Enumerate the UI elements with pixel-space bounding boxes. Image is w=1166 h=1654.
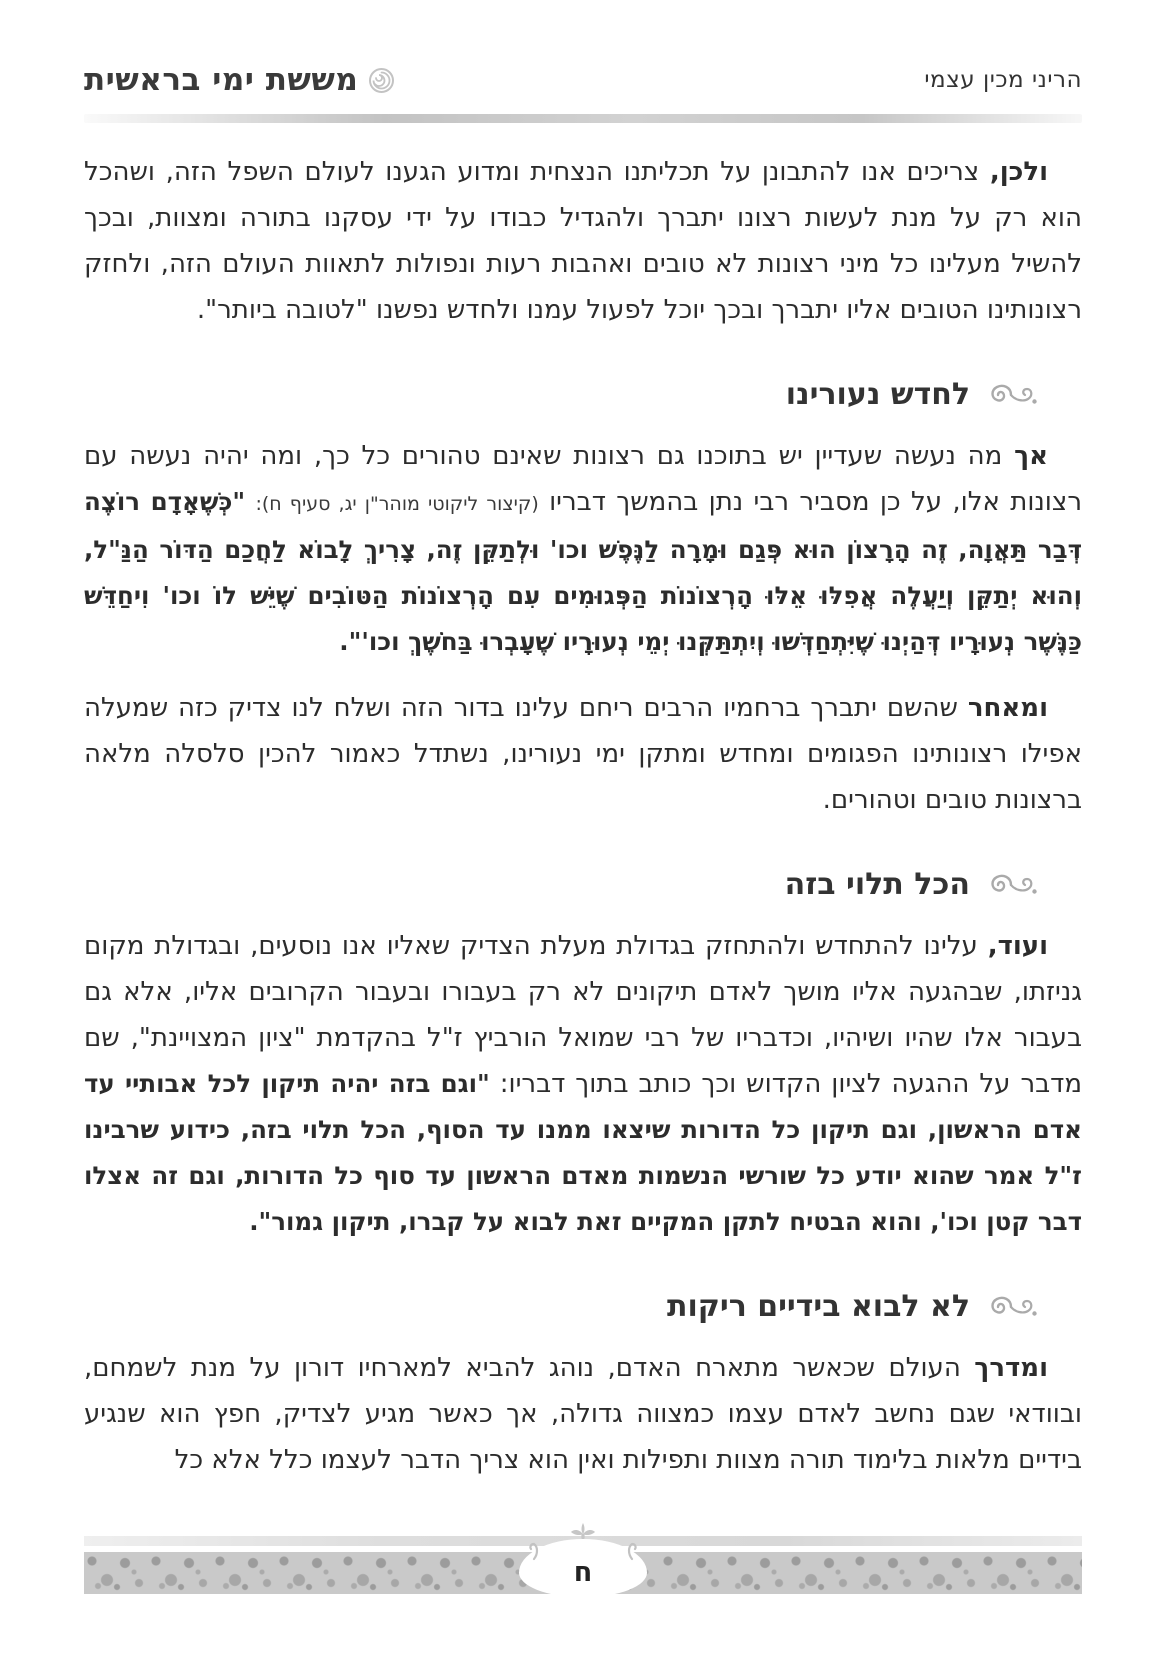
book-title-text: מששת ימי בראשית [84, 62, 359, 98]
paragraph-text: שהשם יתברך ברחמיו הרבים ריחם עלינו בדור הזה ושלח לנו צדיק כזה שמעלה אפילו רצונותינו הפגומים ומחדש ומתקן ימי נעורינו, נשתדל כאמור להכין סלסלה מלאה ברצונות טובים וטהורים. [84, 693, 1082, 815]
section-heading-text: לחדש נעורינו [785, 377, 970, 412]
curl-icon [527, 1541, 541, 1565]
bold-quote: "כְּשֶׁאָדָם רוֹצֶה דְּבַר תַּאֲוָה, זֶה הָרָצוֹן הוּא פְּגַם וּמָרָה לַנֶּפֶשׁ וכו' וּלְתַקֵּן זֶה, צָרִיךְ לָבוֹא לַחֲכַם הַדּוֹר הַנַּ"ל, וְהוּא יְתַקֵּן וְיַעֲלֶה אֲפִלּוּ אֵלּוּ הָרְצוֹנוֹת הַפְּגוּמִים עִם הָרְצוֹנוֹת הַטּוֹבִים שֶׁיֵּשׁ לוֹ וכו' וִיחַדֵּשׁ כַּנֶּשֶׁר נְעוּרָיו דְּהַיְנוּ שֶׁיִּתְחַדְּשׁוּ וְיִתְתַּקְּנוּ יְמֵי נְעוּרָיו שֶׁעָבְרוּ בַּחֹשֶׁךְ וכו'". [84, 487, 1082, 656]
page-number-cartouche [519, 1539, 647, 1597]
page-footer [84, 1536, 1082, 1594]
section-heading-all-depends [84, 863, 1040, 907]
section-heading-text: הכל תלוי בזה [784, 867, 970, 902]
paragraph-since [84, 685, 1082, 823]
paragraph-text: מה נעשה שעדיין יש בתוכנו גם רצונות שאינם טהורים כל כך, ומה יהיה נעשה עם רצונות אלו, על כן מסביר רבי נתן בהמשך דבריו [84, 441, 1082, 517]
bold-quote: "וגם בזה יהיה תיקון לכל אבותיי עד אדם הראשון, וגם תיקון כל הדורות שיצאו ממנו עד הסוף, הכל תלוי בזה, כידוע שרבינו ז"ל אמר שהוא יודע כל שורשי הנשמות מאדם הראשון עד סוף כל הדורות, וגם זה אצלו דבר קטן וכו', והוא הבטיח לתקן המקיים זאת לבוא על קברו, תיקון גמור". [84, 1069, 1082, 1236]
running-head: הריני מכין עצמי [924, 67, 1082, 93]
spiral-medallion-icon [368, 67, 395, 94]
header-divider [84, 114, 1082, 123]
lead-word: ומדרך [974, 1353, 1048, 1383]
flourish-icon [982, 1295, 1040, 1319]
lead-word: אך [1014, 441, 1049, 471]
paragraph-intro [84, 149, 1082, 333]
paragraph-text: עלינו להתחדש ולהתחזק בגדולת מעלת הצדיק שאליו אנו נוסעים, ובגדולת מקום גניזתו, שבהגעה אליו מושך לאדם תיקונים לא רק בעבורו ובעבור הקרובים אליו, אלא גם בעבור אלו שהיו ושיהיו, וכדבריו של רבי שמואל הורביץ ז"ל בהקדמת "ציון המצויינת", שם מדבר על ההגעה לציון הקדוש וכך כותב בתוך דבריו: [84, 931, 1083, 1099]
source-reference: (קיצור ליקוטי מוהר"ן יג, סעיף ח): [255, 493, 539, 515]
curl-icon [625, 1541, 639, 1565]
flourish-icon [982, 873, 1040, 897]
section-heading-text: לא לבוא בידיים ריקות [666, 1289, 970, 1324]
lead-word: ועוד, [987, 931, 1049, 961]
ornament-band [84, 1552, 1082, 1594]
page-number: ח [573, 1556, 593, 1588]
page-body [84, 149, 1082, 1483]
fleur-de-lis-icon [567, 1522, 599, 1548]
page-header [84, 62, 1082, 98]
paragraph-text: צריכים אנו להתבונן על תכליתנו הנצחית ומדוע הגענו לעולם השפל הזה, ושהכל הוא רק על מנת לעשות רצונו יתברך ולהגדיל כבודו על ידי עסקנו בתורה ומצוות, ובכך להשיל מעלינו כל מיני רצונות לא טובים ואהבות רעות ונפולות לתאוות העולם הזה, ולחזק רצונותינו הטובים אליו יתברך ובכך יוכל לפעול עמנו ולחדש נפשנו "לטובה ביותר". [84, 157, 1082, 325]
lead-word: ומאחר [967, 693, 1049, 723]
section-heading-renew-youth [84, 373, 1040, 417]
book-title [84, 62, 395, 98]
paragraph-but-what [84, 433, 1082, 665]
paragraph-custom [84, 1345, 1082, 1483]
paragraph-furthermore [84, 923, 1082, 1245]
paragraph-text: העולם שכאשר מתארח האדם, נוהג להביא למארחיו דורון על מנת לשמחם, ובוודאי שגם נחשב לאדם עצמו כמצווה גדולה, אך כאשר מגיע לצדיק, חפץ הוא שנגיע בידיים מלאות בלימוד תורה מצוות ותפילות ואין הוא צריך הדבר לעצמו כלל אלא כל [84, 1353, 1082, 1475]
section-heading-not-empty-handed [84, 1285, 1040, 1329]
flourish-icon [982, 383, 1040, 407]
lead-word: ולכן, [989, 157, 1048, 187]
